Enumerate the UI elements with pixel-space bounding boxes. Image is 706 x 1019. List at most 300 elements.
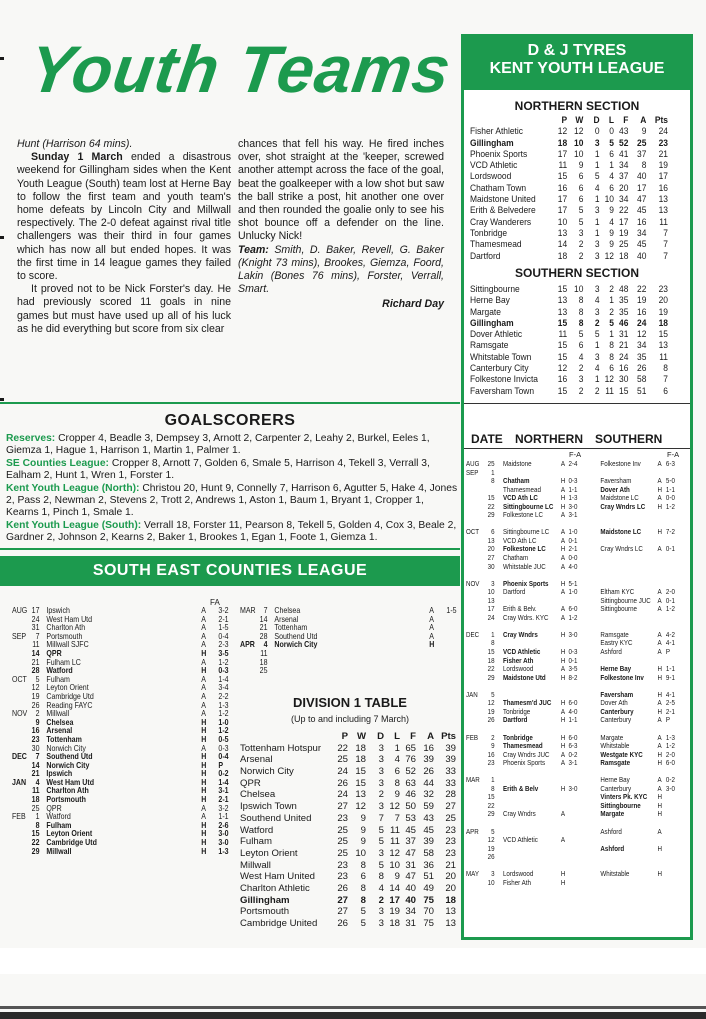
column-header: P (341, 731, 348, 742)
fixture-row (12, 614, 229, 625)
fixture-row (466, 715, 686, 724)
stat-cell: 10 (389, 859, 400, 871)
southern-venue: A (657, 493, 662, 503)
southern-score: 3-0 (665, 783, 675, 793)
fixture-month: MAR (240, 606, 256, 615)
fixture-venue: H (201, 752, 207, 762)
margin-mark (0, 57, 4, 60)
stat-cell: 4 (578, 350, 584, 362)
stat-cell: 1 (394, 742, 400, 754)
southern-venue: A (657, 715, 662, 725)
fixture-row (12, 803, 229, 814)
column-header: Pts (441, 731, 456, 742)
fixture-day: 15 (487, 647, 495, 657)
stat-cell: 10 (557, 215, 568, 227)
northern-opponent: Phoenix Sports (502, 758, 546, 768)
table-row (470, 227, 670, 238)
stat-cell: 6 (609, 362, 614, 374)
stat-cell: 45 (423, 824, 434, 836)
stat-cell: 52 (405, 766, 416, 778)
stat-cell: 17 (658, 170, 668, 182)
table-row (470, 125, 670, 136)
fixture-day: 29 (487, 672, 495, 682)
fixture-opponent: Southend Utd (274, 631, 318, 641)
fixture-row (12, 829, 229, 839)
goalscorer-names: Verrall 18, Forster 11, Pearson 8, Tekell 5, Golden 4, Cox 3, Beale 2, Gardner 2, Johnson 2, Kearns 2, Baker 1, Brookes 1, Egan 1, Foote 1, Giemza 1. (6, 519, 457, 544)
southern-venue: A (657, 476, 662, 486)
stat-cell: 4 (594, 294, 600, 306)
stat-cell: 3 (578, 226, 584, 238)
stat-cell: 13 (658, 339, 668, 351)
northern-opponent: VCD Athletic (502, 647, 541, 657)
fixture-venue: A (201, 631, 206, 641)
fixture-score: 3-0 (218, 838, 229, 848)
stat-cell: 22 (337, 742, 348, 754)
stat-cell: 2 (378, 789, 384, 801)
fixture-day: 8 (491, 638, 495, 648)
fixture-row (466, 750, 686, 759)
northern-venue: H (560, 647, 566, 657)
stat-cell: 13 (658, 193, 668, 205)
northern-score: 6-0 (568, 732, 578, 742)
fixture-row (12, 838, 229, 848)
southern-score: 1-1 (665, 664, 675, 674)
team-name: Ipswich Town (240, 801, 297, 813)
stat-cell: 12 (355, 801, 366, 813)
stat-cell: 37 (619, 170, 629, 182)
team-name: Millwall (240, 859, 271, 871)
team-name: Chatham Town (470, 181, 527, 193)
northern-score: 3-5 (568, 664, 578, 674)
fixture-opponent: Cambridge Utd (46, 838, 97, 848)
stat-cell: 8 (578, 294, 584, 306)
northern-score: 8-2 (568, 672, 578, 682)
stat-cell: 3 (594, 305, 600, 317)
fixture-day: 1 (491, 775, 495, 785)
stat-cell: 50 (405, 801, 416, 813)
table-row (240, 766, 460, 778)
fixture-row (466, 673, 686, 682)
fixture-row (466, 476, 686, 485)
fixture-row (466, 733, 686, 742)
stat-cell: 3 (594, 204, 600, 216)
fixture-month: MAY (466, 869, 479, 879)
fixture-row (12, 812, 229, 822)
northern-opponent: Fisher Ath (502, 655, 534, 665)
stat-cell: 63 (405, 777, 416, 789)
stat-cell: 3 (378, 742, 384, 754)
stat-cell: 11 (558, 159, 568, 171)
fixture-score: 3-2 (218, 606, 229, 615)
stat-cell: 1 (594, 339, 600, 351)
stat-cell: 27 (337, 801, 348, 813)
stat-cell: 26 (337, 777, 348, 789)
fixture-month: AUG (466, 459, 480, 468)
stat-cell: 5 (594, 328, 600, 340)
fixture-venue: A (201, 614, 206, 624)
fixture-opponent: Portsmouth (46, 795, 86, 805)
stat-cell: 11 (390, 824, 400, 836)
stat-cell: 14 (557, 238, 568, 250)
fixture-venue: A (201, 700, 206, 710)
fixture-day: 24 (487, 612, 495, 622)
table-row (240, 860, 460, 872)
fixture-day: 4 (263, 640, 268, 650)
southern-venue: H (657, 843, 663, 853)
team-name: Watford (240, 824, 274, 836)
southern-score: 4-2 (665, 629, 675, 639)
fixture-row (466, 784, 686, 793)
fixture-venue: A (429, 623, 434, 633)
fixture-score: 1-5 (446, 606, 457, 615)
fixture-month: APR (466, 826, 479, 836)
fixture-venue: A (429, 606, 434, 615)
stat-cell: 5 (360, 906, 366, 918)
stat-cell: 7 (663, 249, 668, 261)
stat-cell: 34 (637, 226, 647, 238)
sponsor-name: D & J TYRES (527, 42, 627, 59)
margin-mark (0, 236, 4, 239)
fixture-row (466, 844, 686, 853)
table-row (470, 294, 670, 305)
stat-cell: 31 (405, 918, 416, 929)
stat-cell: 23 (445, 836, 456, 848)
fixture-score: 1-2 (218, 657, 229, 667)
fixture-day: 11 (260, 648, 268, 658)
fixture-day: 22 (487, 800, 495, 810)
southern-score: 1-1 (665, 484, 675, 494)
stat-cell: 3 (594, 136, 600, 148)
stat-cell: 3 (594, 249, 600, 261)
fixture-row (466, 681, 686, 690)
stat-cell: 6 (663, 384, 668, 396)
column-header: Pts (654, 114, 668, 125)
northern-venue: A (560, 587, 566, 597)
fixture-row (12, 666, 229, 676)
stat-cell: 9 (609, 204, 614, 216)
fixture-row (466, 835, 686, 844)
southern-venue: A (657, 638, 662, 648)
fixture-day: 11 (32, 786, 40, 796)
fixture-score: 0-5 (218, 734, 229, 744)
fixture-row (12, 709, 229, 719)
fixture-day: 1 (491, 629, 495, 639)
stat-cell: 5 (578, 328, 584, 340)
southern-opponent: Herne Bay (600, 775, 630, 785)
fixture-row (12, 726, 229, 736)
page-edge (0, 1012, 706, 1019)
northern-venue: H (560, 698, 566, 708)
fixture-venue: H (201, 717, 207, 727)
fixture-score: 1-5 (218, 623, 229, 633)
stat-cell: 3 (594, 238, 600, 250)
northern-opponent: VCD Athletic (502, 835, 538, 845)
fixture-score: P (218, 760, 224, 770)
stat-cell: 32 (423, 789, 434, 801)
table-row (240, 883, 460, 895)
team-name: Tottenham Hotspur (240, 742, 322, 754)
fixture-day: 5 (491, 826, 495, 836)
northern-opponent: Cray Wndrs (502, 809, 536, 819)
northern-score: 3-0 (568, 783, 578, 793)
southern-venue: A (657, 732, 662, 742)
fixture-row (466, 596, 686, 605)
stat-cell: 15 (619, 384, 629, 396)
kent-banner (461, 34, 693, 90)
northern-opponent: Cray Wndrs (502, 629, 538, 639)
stat-cell: 43 (423, 812, 434, 824)
report-text: Hunt (Harrison 64 mins). (17, 138, 133, 150)
fixture-row (466, 758, 686, 767)
table-row (240, 836, 460, 848)
stat-cell: 8 (360, 859, 366, 871)
stat-cell: 24 (337, 766, 348, 778)
team-name: Phoenix Sports (470, 147, 528, 159)
fixture-row (12, 717, 229, 728)
stat-cell: 16 (637, 305, 647, 317)
stat-cell: 3 (378, 777, 384, 789)
fixture-venue: H (201, 726, 207, 736)
stat-cell: 4 (394, 754, 400, 766)
northern-score: 1-0 (568, 527, 578, 537)
fixture-row (466, 621, 686, 630)
fixture-day: 15 (487, 493, 495, 503)
stat-cell: 6 (578, 181, 584, 193)
northern-opponent: Phoenix Sports (502, 578, 549, 588)
stat-cell: 41 (619, 147, 629, 159)
stat-cell: 2 (378, 894, 384, 906)
fixture-score: 0-4 (218, 752, 229, 762)
stat-cell: 7 (394, 812, 400, 824)
fixture-day: 16 (31, 726, 40, 736)
table-row (470, 351, 670, 362)
fixture-day: 18 (487, 655, 495, 665)
table-row (470, 250, 670, 261)
report-paragraph (17, 283, 231, 336)
stat-cell: 40 (405, 894, 416, 906)
goalscorer-names: Christou 20, Hunt 9, Connelly 7, Harrison 6, Agutter 5, Hake 4, Jones 2, Pass 2, Newman 2, Stevens 2, Trott 2, Andrews 1, Aston 1, Baum 1, Bryant 1, Cropper 1, Kearns 1, Pinch 1, Smale 1. (6, 482, 458, 519)
stat-cell: 51 (637, 384, 647, 396)
stat-cell: 16 (557, 181, 568, 193)
stat-cell: 26 (637, 362, 647, 374)
stat-cell: 44 (423, 777, 434, 789)
northern-venue: H (560, 869, 566, 879)
southern-venue: H (657, 501, 663, 511)
stat-cell: 7 (663, 373, 668, 385)
stat-cell: 12 (557, 125, 568, 137)
stat-cell: 15 (355, 777, 366, 789)
stat-cell: 1 (594, 147, 600, 159)
northern-venue: A (560, 527, 566, 537)
stat-cell: 3 (578, 373, 584, 385)
stat-cell: 43 (619, 125, 629, 137)
report-paragraph (17, 138, 231, 151)
stat-cell: 12 (389, 801, 400, 813)
southern-table (470, 283, 670, 396)
stat-cell: 39 (445, 754, 456, 766)
stat-cell: 18 (658, 316, 668, 328)
fixture-row (466, 527, 686, 536)
fixture-month: DEC (12, 752, 27, 762)
fixture-opponent: Fulham (46, 674, 70, 684)
northern-venue: A (560, 835, 566, 845)
northern-score: 2-1 (568, 544, 578, 554)
fixture-venue: H (201, 760, 207, 770)
southern-venue: A (657, 741, 662, 751)
fixture-row (240, 633, 455, 642)
stat-cell: 27 (337, 906, 348, 918)
goalscorer-names: Cropper 8, Arnott 7, Golden 6, Smale 5, Harrison 4, Tekell 3, Verrall 3, Ealham 2, Hunt 1, Wren 1, Forster 1. (6, 457, 430, 482)
team-name: Dover Athletic (470, 328, 523, 340)
stat-cell: 6 (394, 766, 400, 778)
page-footer-band (0, 948, 706, 974)
southern-venue: H (657, 672, 663, 682)
stat-cell: 13 (557, 305, 568, 317)
northern-score: 0-2 (568, 749, 578, 759)
team-name: Tonbridge (470, 226, 508, 238)
fixture-opponent: Millwall SJFC (46, 640, 89, 650)
fixture-row (466, 544, 686, 553)
northern-opponent: Maidstone Utd (502, 672, 546, 682)
team-name: Dartford (470, 249, 501, 261)
table-row (470, 159, 670, 170)
fixture-day: 22 (487, 664, 495, 674)
fixture-day: 31 (31, 623, 40, 633)
fixture-day: 3 (491, 578, 495, 588)
table-row (470, 385, 670, 396)
team-name: Herne Bay (470, 294, 510, 306)
fixture-row (240, 616, 455, 625)
southern-score: 6-3 (665, 459, 675, 468)
stat-cell: 25 (637, 136, 647, 148)
stat-cell: 18 (557, 249, 568, 261)
stat-cell: 18 (557, 136, 568, 148)
northern-opponent: Folkestone LC (502, 544, 546, 554)
fixture-day: 7 (35, 631, 40, 641)
stat-cell: 2 (578, 249, 584, 261)
stat-cell: 19 (637, 294, 647, 306)
southern-opponent: Margate (600, 732, 624, 742)
table-row (470, 216, 670, 227)
fixture-row (12, 760, 224, 771)
fixture-opponent: Charlton Ath (46, 623, 86, 633)
se-fixtures-list-2 (240, 607, 455, 676)
fixture-month: APR (240, 640, 255, 650)
fixture-row (240, 641, 455, 650)
southern-score: P (665, 647, 671, 657)
southern-opponent: Vinters Pk. KYC (600, 792, 648, 802)
stat-cell: 1 (609, 294, 614, 306)
fixture-row (466, 604, 686, 613)
fixture-venue: A (201, 709, 206, 719)
table-row (240, 801, 460, 813)
southern-score: 0-0 (665, 493, 675, 503)
stat-cell: 13 (445, 906, 456, 918)
fixture-day: 7 (263, 606, 268, 615)
stat-cell: 33 (445, 766, 456, 778)
fixture-venue: A (429, 631, 434, 641)
stat-cell: 1 (594, 226, 600, 238)
column-header: W (575, 114, 584, 125)
fixture-score: 0-2 (218, 769, 229, 779)
southern-opponent: Whitstable (600, 869, 630, 879)
northern-opponent: Sittingbourne LC (502, 501, 554, 511)
fixture-row (466, 647, 686, 656)
fixture-row (466, 587, 686, 596)
team-name: Canterbury City (470, 362, 529, 374)
fixture-day: 29 (487, 510, 495, 520)
fixture-row (466, 656, 686, 665)
southern-venue: H (657, 792, 663, 802)
northern-venue: A (560, 561, 566, 571)
fixture-day: 29 (487, 809, 495, 819)
fixture-venue: H (201, 786, 207, 796)
fixture-score: 1-2 (218, 709, 229, 719)
fixture-day: 2 (491, 732, 495, 742)
fixture-day: 14 (31, 648, 40, 658)
fixture-day: 24 (31, 614, 40, 624)
fixture-opponent: Ipswich (46, 769, 73, 779)
northern-venue: H (560, 476, 566, 486)
fixture-month: SEP (12, 631, 27, 641)
team-name: Folkestone Invicta (470, 373, 539, 385)
fixture-opponent: Tottenham (274, 623, 308, 633)
fixture-venue: H (201, 734, 207, 744)
fixture-day: 6 (491, 527, 495, 537)
southern-section-title: SOUTHERN SECTION (514, 266, 639, 280)
stat-cell: 26 (337, 882, 348, 894)
fixture-day: 25 (487, 459, 495, 468)
stat-cell: 4 (609, 215, 614, 227)
fixture-opponent: Arsenal (274, 614, 299, 624)
stat-cell: 45 (405, 824, 416, 836)
stat-cell: 47 (405, 871, 416, 883)
stat-cell: 0 (609, 125, 614, 137)
team-name: Norwich City (240, 766, 294, 778)
team-name: West Ham United (240, 871, 315, 883)
fixture-day: 23 (31, 734, 40, 744)
stat-cell: 9 (578, 159, 584, 171)
stat-cell: 12 (557, 362, 568, 374)
stat-cell: 3 (378, 754, 384, 766)
stat-cell: 15 (658, 328, 668, 340)
column-header: F (410, 731, 416, 742)
stat-cell: 15 (557, 283, 568, 294)
southern-score: P (665, 715, 671, 725)
stat-cell: 13 (445, 918, 456, 929)
stat-cell: 8 (609, 339, 614, 351)
stat-cell: 11 (558, 328, 568, 340)
fixture-score: 1-3 (218, 846, 229, 856)
southern-venue: A (657, 595, 662, 605)
fixture-row (240, 659, 455, 668)
fixture-day: 5 (491, 689, 495, 699)
fixture-row (12, 700, 229, 711)
fixture-row (466, 818, 686, 827)
northern-opponent: Cray Wndrs JUC (502, 749, 550, 759)
northern-opponent: Maidstone (502, 459, 532, 468)
northern-opponent: Tonbridge (502, 732, 533, 742)
southern-opponent: Dover Ath (600, 484, 630, 494)
stat-cell: 27 (337, 894, 348, 906)
stat-cell: 40 (405, 882, 416, 894)
stat-cell: 13 (355, 789, 366, 801)
stat-cell: 5 (360, 918, 366, 929)
southern-opponent: Faversham (600, 689, 634, 699)
northern-venue: A (560, 604, 566, 614)
fixture-day: 5 (35, 674, 40, 684)
goalscorer-category: SE Counties League: (6, 457, 109, 469)
